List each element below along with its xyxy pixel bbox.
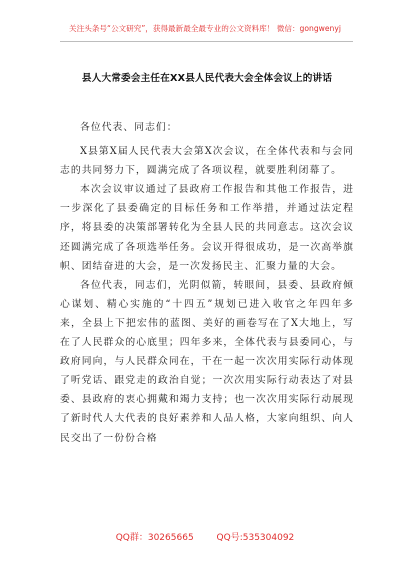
header-divider — [60, 41, 353, 42]
paragraph: X县第X届人民代表大会第X次会议，在全体代表和与会同志的共同努力下，圆满完成了各项议程，就要胜利闭幕了。 — [60, 146, 354, 177]
salutation: 各位代表、同志们： — [80, 122, 178, 133]
paragraph: 各位代表，同志们，光阴似箭，转眼间，县委、县政府倾心谋划、精心实施的“十四五”规划已进入收官之年四年多来，全县上下把宏伟的蓝图、美好的画卷写在了X大地上，写在了人民群众的心底里；四年多来，全体代表与县委同心，与政府同向，与人民群众同在，干在一起一次次用实际行动体现了听党话、跟党走的政治自觉；一次次用实际行动表达了对县委、县政府的衷心拥戴和竭力支持；也一次次用实际行动展现了新时代人大代表的良好素养和人品人格，大家向组织、向人民交出了一份份合格 — [60, 279, 354, 444]
document-body — [60, 118, 354, 448]
document-title: 县人大常委会主任在XX县人民代表大会全体会议上的讲话 — [81, 73, 333, 84]
footer-qq-group: QQ群：30265665 — [115, 533, 194, 543]
header-banner: 关注头条号“公文研究”，获得最新最全最专业的公文资料库！ 微信：gongwenyj — [69, 24, 341, 33]
paragraph: 本次会议审议通过了县政府工作报告和其他工作报告，进一步深化了县委确定的目标任务和工作举措，并通过法定程序，将县委的决策部署转化为全县人民的共同意志。这次会议还圆满完成了各项选举任务。会议开得很成功，是一次高举旗帜、团结奋进的大会，是一次发扬民主、汇聚力量的大会。 — [60, 184, 354, 272]
footer-qq-number: QQ号:535304092 — [216, 533, 295, 543]
footer-contact — [60, 530, 350, 543]
